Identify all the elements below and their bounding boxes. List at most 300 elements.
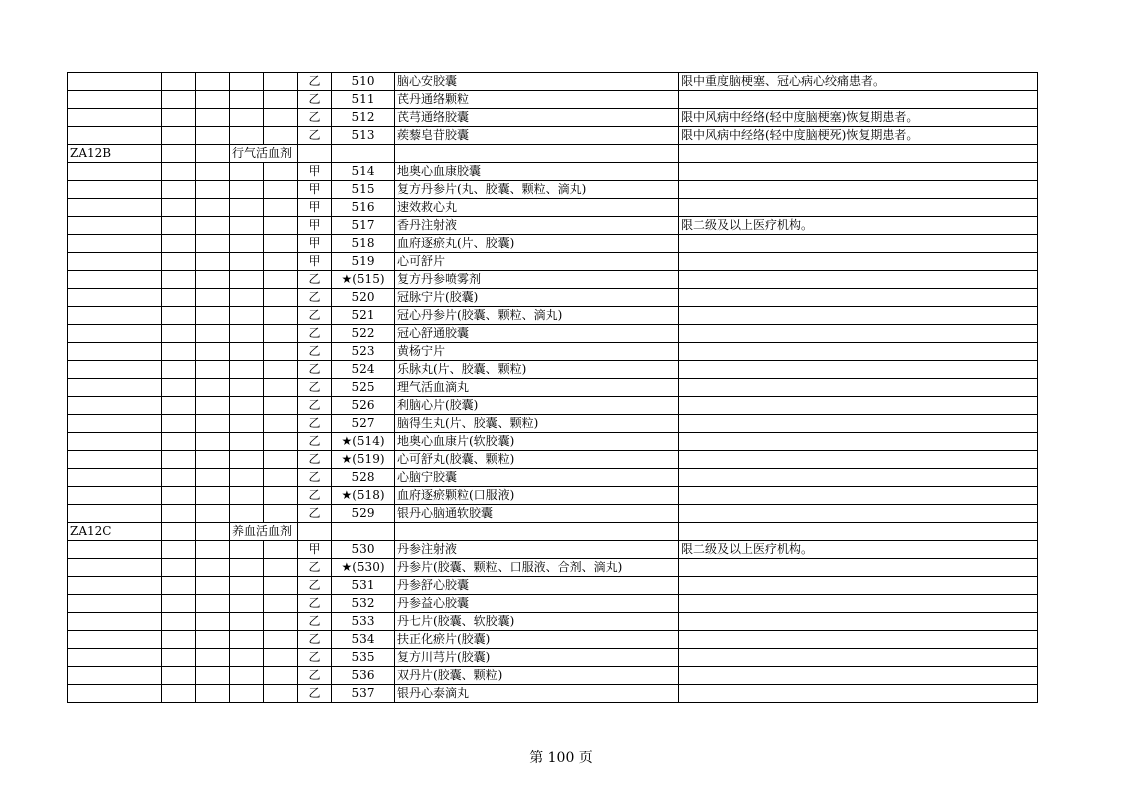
grade-cell: 乙 (298, 577, 332, 595)
drug-name-cell: 扶正化瘀片(胶囊) (395, 631, 679, 649)
code-cell (68, 433, 162, 451)
empty-cell (196, 577, 230, 595)
grade-cell: 乙 (298, 109, 332, 127)
table-row (68, 613, 1038, 631)
remark-cell (679, 451, 1038, 469)
number-cell: ★(514) (332, 433, 395, 451)
number-cell: 530 (332, 541, 395, 559)
number-cell (332, 145, 395, 163)
remark-cell (679, 487, 1038, 505)
empty-cell (264, 73, 298, 91)
empty-cell (196, 343, 230, 361)
empty-cell (264, 649, 298, 667)
drug-name-cell: 丹参益心胶囊 (395, 595, 679, 613)
empty-cell (196, 325, 230, 343)
empty-cell (230, 397, 264, 415)
empty-cell (162, 145, 196, 163)
empty-cell (162, 343, 196, 361)
number-cell: 518 (332, 235, 395, 253)
empty-cell (230, 559, 264, 577)
empty-cell (264, 685, 298, 703)
remark-cell (679, 649, 1038, 667)
code-cell (68, 127, 162, 145)
empty-cell (162, 613, 196, 631)
empty-cell (264, 433, 298, 451)
empty-cell (230, 433, 264, 451)
empty-cell (264, 541, 298, 559)
table-row (68, 145, 1038, 163)
number-cell: 526 (332, 397, 395, 415)
grade-cell: 乙 (298, 397, 332, 415)
code-cell: ZA12C (68, 523, 162, 541)
category-cell: 养血活血剂 (230, 523, 298, 541)
empty-cell (162, 487, 196, 505)
drug-name-cell: 黄杨宁片 (395, 343, 679, 361)
number-cell: 525 (332, 379, 395, 397)
number-cell: ★(515) (332, 271, 395, 289)
grade-cell: 乙 (298, 379, 332, 397)
empty-cell (264, 415, 298, 433)
drug-name-cell: 血府逐瘀丸(片、胶囊) (395, 235, 679, 253)
code-cell (68, 361, 162, 379)
drug-list-table (67, 72, 1038, 703)
remark-cell (679, 415, 1038, 433)
empty-cell (230, 595, 264, 613)
empty-cell (196, 667, 230, 685)
empty-cell (196, 289, 230, 307)
grade-cell: 乙 (298, 127, 332, 145)
empty-cell (264, 667, 298, 685)
empty-cell (230, 487, 264, 505)
grade-cell: 乙 (298, 505, 332, 523)
empty-cell (196, 559, 230, 577)
empty-cell (264, 577, 298, 595)
drug-name-cell: 脑得生丸(片、胶囊、颗粒) (395, 415, 679, 433)
empty-cell (196, 235, 230, 253)
empty-cell (230, 253, 264, 271)
empty-cell (264, 271, 298, 289)
remark-cell (679, 145, 1038, 163)
grade-cell: 乙 (298, 91, 332, 109)
page-number: 第 100 页 (529, 750, 593, 766)
empty-cell (264, 199, 298, 217)
empty-cell (196, 487, 230, 505)
remark-cell (679, 379, 1038, 397)
drug-name-cell: 冠脉宁片(胶囊) (395, 289, 679, 307)
code-cell (68, 685, 162, 703)
grade-cell: 甲 (298, 541, 332, 559)
code-cell (68, 271, 162, 289)
empty-cell (196, 649, 230, 667)
grade-cell: 甲 (298, 217, 332, 235)
table-row (68, 649, 1038, 667)
remark-cell (679, 613, 1038, 631)
empty-cell (162, 505, 196, 523)
code-cell (68, 667, 162, 685)
empty-cell (264, 505, 298, 523)
empty-cell (264, 217, 298, 235)
code-cell (68, 505, 162, 523)
empty-cell (230, 415, 264, 433)
drug-name-cell: 复方川芎片(胶囊) (395, 649, 679, 667)
remark-cell (679, 559, 1038, 577)
code-cell (68, 577, 162, 595)
empty-cell (264, 307, 298, 325)
empty-cell (230, 91, 264, 109)
table-row (68, 487, 1038, 505)
empty-cell (230, 613, 264, 631)
drug-name-cell: 香丹注射液 (395, 217, 679, 235)
empty-cell (230, 181, 264, 199)
empty-cell (196, 685, 230, 703)
table-row (68, 667, 1038, 685)
table-row (68, 541, 1038, 559)
empty-cell (162, 667, 196, 685)
drug-name-cell: 复方丹参片(丸、胶囊、颗粒、滴丸) (395, 181, 679, 199)
number-cell: 529 (332, 505, 395, 523)
drug-name-cell: 双丹片(胶囊、颗粒) (395, 667, 679, 685)
code-cell (68, 649, 162, 667)
empty-cell (162, 217, 196, 235)
empty-cell (264, 343, 298, 361)
empty-cell (162, 523, 196, 541)
code-cell (68, 289, 162, 307)
drug-name-cell: 心可舒片 (395, 253, 679, 271)
empty-cell (230, 127, 264, 145)
drug-name-cell: 心脑宁胶囊 (395, 469, 679, 487)
remark-cell (679, 433, 1038, 451)
empty-cell (196, 379, 230, 397)
grade-cell (298, 523, 332, 541)
empty-cell (230, 307, 264, 325)
remark-cell: 限二级及以上医疗机构。 (679, 217, 1038, 235)
drug-name-cell: 利脑心片(胶囊) (395, 397, 679, 415)
code-cell (68, 253, 162, 271)
code-cell (68, 397, 162, 415)
number-cell: 528 (332, 469, 395, 487)
table-row (68, 343, 1038, 361)
drug-name-cell: 丹参片(胶囊、颗粒、口服液、合剂、滴丸) (395, 559, 679, 577)
number-cell: 519 (332, 253, 395, 271)
empty-cell (162, 469, 196, 487)
code-cell (68, 199, 162, 217)
drug-name-cell: 冠心丹参片(胶囊、颗粒、滴丸) (395, 307, 679, 325)
remark-cell (679, 163, 1038, 181)
empty-cell (264, 127, 298, 145)
number-cell: ★(530) (332, 559, 395, 577)
empty-cell (196, 127, 230, 145)
grade-cell: 乙 (298, 667, 332, 685)
empty-cell (264, 325, 298, 343)
table-row (68, 505, 1038, 523)
remark-cell (679, 685, 1038, 703)
grade-cell: 乙 (298, 307, 332, 325)
empty-cell (230, 325, 264, 343)
empty-cell (264, 289, 298, 307)
code-cell (68, 235, 162, 253)
drug-name-cell: 乐脉丸(片、胶囊、颗粒) (395, 361, 679, 379)
empty-cell (162, 109, 196, 127)
number-cell: 510 (332, 73, 395, 91)
table-row (68, 289, 1038, 307)
remark-cell (679, 667, 1038, 685)
table-row (68, 307, 1038, 325)
drug-name-cell: 芪丹通络颗粒 (395, 91, 679, 109)
grade-cell: 乙 (298, 649, 332, 667)
code-cell (68, 541, 162, 559)
table-row (68, 523, 1038, 541)
number-cell: 517 (332, 217, 395, 235)
empty-cell (230, 109, 264, 127)
grade-cell: 乙 (298, 343, 332, 361)
empty-cell (162, 631, 196, 649)
category-cell: 行气活血剂 (230, 145, 298, 163)
empty-cell (196, 541, 230, 559)
empty-cell (230, 361, 264, 379)
grade-cell: 乙 (298, 685, 332, 703)
empty-cell (264, 379, 298, 397)
grade-cell: 乙 (298, 433, 332, 451)
empty-cell (230, 451, 264, 469)
empty-cell (264, 469, 298, 487)
empty-cell (196, 253, 230, 271)
grade-cell: 甲 (298, 253, 332, 271)
table-row (68, 163, 1038, 181)
empty-cell (230, 199, 264, 217)
remark-cell: 限中重度脑梗塞、冠心病心绞痛患者。 (679, 73, 1038, 91)
code-cell: ZA12B (68, 145, 162, 163)
empty-cell (162, 289, 196, 307)
remark-cell (679, 523, 1038, 541)
drug-name-cell: 冠心舒通胶囊 (395, 325, 679, 343)
empty-cell (162, 577, 196, 595)
code-cell (68, 487, 162, 505)
drug-name-cell: 银丹心泰滴丸 (395, 685, 679, 703)
code-cell (68, 325, 162, 343)
empty-cell (264, 361, 298, 379)
table-row (68, 271, 1038, 289)
empty-cell (162, 253, 196, 271)
drug-name-cell: 地奥心血康胶囊 (395, 163, 679, 181)
number-cell (332, 523, 395, 541)
empty-cell (162, 559, 196, 577)
number-cell: 514 (332, 163, 395, 181)
empty-cell (162, 685, 196, 703)
empty-cell (230, 505, 264, 523)
grade-cell: 甲 (298, 235, 332, 253)
number-cell: 521 (332, 307, 395, 325)
empty-cell (230, 649, 264, 667)
drug-name-cell: 心可舒丸(胶囊、颗粒) (395, 451, 679, 469)
code-cell (68, 217, 162, 235)
number-cell: 520 (332, 289, 395, 307)
number-cell: ★(518) (332, 487, 395, 505)
empty-cell (196, 523, 230, 541)
empty-cell (162, 361, 196, 379)
number-cell: 523 (332, 343, 395, 361)
empty-cell (196, 109, 230, 127)
code-cell (68, 73, 162, 91)
empty-cell (230, 73, 264, 91)
code-cell (68, 109, 162, 127)
grade-cell: 乙 (298, 595, 332, 613)
table-row (68, 595, 1038, 613)
remark-cell (679, 577, 1038, 595)
remark-cell (679, 91, 1038, 109)
empty-cell (196, 307, 230, 325)
number-cell: 531 (332, 577, 395, 595)
empty-cell (162, 433, 196, 451)
empty-cell (196, 181, 230, 199)
empty-cell (264, 559, 298, 577)
code-cell (68, 415, 162, 433)
empty-cell (162, 325, 196, 343)
grade-cell: 乙 (298, 613, 332, 631)
empty-cell (162, 181, 196, 199)
empty-cell (230, 667, 264, 685)
remark-cell (679, 343, 1038, 361)
table-row (68, 181, 1038, 199)
drug-name-cell: 芪芎通络胶囊 (395, 109, 679, 127)
code-cell (68, 469, 162, 487)
code-cell (68, 559, 162, 577)
table-row (68, 379, 1038, 397)
remark-cell (679, 199, 1038, 217)
remark-cell (679, 361, 1038, 379)
grade-cell: 乙 (298, 487, 332, 505)
empty-cell (162, 235, 196, 253)
grade-cell: 乙 (298, 415, 332, 433)
code-cell (68, 631, 162, 649)
drug-name-cell: 蒺藜皂苷胶囊 (395, 127, 679, 145)
remark-cell (679, 235, 1038, 253)
empty-cell (162, 415, 196, 433)
remark-cell: 限中风病中经络(轻中度脑梗塞)恢复期患者。 (679, 109, 1038, 127)
empty-cell (230, 343, 264, 361)
empty-cell (196, 361, 230, 379)
number-cell: 533 (332, 613, 395, 631)
empty-cell (162, 199, 196, 217)
table-row (68, 397, 1038, 415)
table-row (68, 469, 1038, 487)
empty-cell (264, 487, 298, 505)
empty-cell (264, 397, 298, 415)
empty-cell (230, 541, 264, 559)
empty-cell (264, 631, 298, 649)
empty-cell (196, 613, 230, 631)
empty-cell (196, 631, 230, 649)
grade-cell: 乙 (298, 631, 332, 649)
empty-cell (264, 595, 298, 613)
code-cell (68, 613, 162, 631)
table-row (68, 199, 1038, 217)
number-cell: 516 (332, 199, 395, 217)
empty-cell (196, 595, 230, 613)
table-row (68, 685, 1038, 703)
drug-name-cell: 速效救心丸 (395, 199, 679, 217)
remark-cell (679, 181, 1038, 199)
drug-name-cell: 血府逐瘀颗粒(口服液) (395, 487, 679, 505)
empty-cell (196, 433, 230, 451)
number-cell: 522 (332, 325, 395, 343)
number-cell: 515 (332, 181, 395, 199)
empty-cell (196, 199, 230, 217)
grade-cell: 甲 (298, 199, 332, 217)
number-cell: 534 (332, 631, 395, 649)
empty-cell (196, 73, 230, 91)
empty-cell (196, 145, 230, 163)
number-cell: 532 (332, 595, 395, 613)
number-cell: 512 (332, 109, 395, 127)
empty-cell (230, 235, 264, 253)
remark-cell (679, 289, 1038, 307)
grade-cell: 甲 (298, 163, 332, 181)
drug-name-cell: 脑心安胶囊 (395, 73, 679, 91)
grade-cell: 乙 (298, 325, 332, 343)
remark-cell: 限中风病中经络(轻中度脑梗死)恢复期患者。 (679, 127, 1038, 145)
empty-cell (230, 271, 264, 289)
empty-cell (264, 451, 298, 469)
empty-cell (264, 163, 298, 181)
code-cell (68, 343, 162, 361)
grade-cell: 乙 (298, 361, 332, 379)
empty-cell (230, 685, 264, 703)
table-row (68, 631, 1038, 649)
table-row (68, 433, 1038, 451)
empty-cell (162, 649, 196, 667)
drug-name-cell: 银丹心脑通软胶囊 (395, 505, 679, 523)
remark-cell (679, 595, 1038, 613)
empty-cell (196, 91, 230, 109)
empty-cell (162, 397, 196, 415)
table-row (68, 91, 1038, 109)
empty-cell (230, 469, 264, 487)
remark-cell (679, 469, 1038, 487)
grade-cell: 乙 (298, 271, 332, 289)
grade-cell: 乙 (298, 559, 332, 577)
number-cell: ★(519) (332, 451, 395, 469)
grade-cell: 乙 (298, 73, 332, 91)
remark-cell (679, 505, 1038, 523)
table-row (68, 361, 1038, 379)
code-cell (68, 307, 162, 325)
empty-cell (264, 91, 298, 109)
empty-cell (264, 109, 298, 127)
empty-cell (196, 415, 230, 433)
remark-cell (679, 325, 1038, 343)
empty-cell (196, 505, 230, 523)
code-cell (68, 379, 162, 397)
number-cell: 527 (332, 415, 395, 433)
empty-cell (196, 217, 230, 235)
empty-cell (264, 613, 298, 631)
empty-cell (264, 253, 298, 271)
table-row (68, 109, 1038, 127)
remark-cell (679, 271, 1038, 289)
drug-name-cell: 丹参注射液 (395, 541, 679, 559)
empty-cell (196, 451, 230, 469)
table-row (68, 577, 1038, 595)
empty-cell (162, 91, 196, 109)
table-row (68, 451, 1038, 469)
table-row (68, 235, 1038, 253)
number-cell: 513 (332, 127, 395, 145)
empty-cell (162, 271, 196, 289)
drug-name-cell: 复方丹参喷雾剂 (395, 271, 679, 289)
empty-cell (230, 289, 264, 307)
code-cell (68, 163, 162, 181)
empty-cell (196, 271, 230, 289)
